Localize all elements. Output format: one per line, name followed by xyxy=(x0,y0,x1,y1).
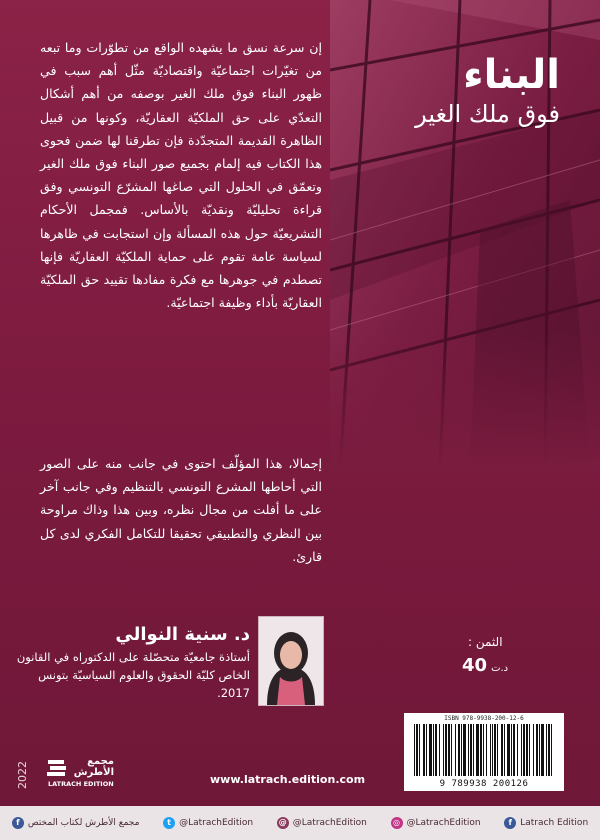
publisher-website[interactable]: www.latrach.edition.com xyxy=(210,773,366,786)
barcode-bar xyxy=(523,724,525,776)
barcode-bar xyxy=(536,724,538,776)
barcode-bar xyxy=(445,724,447,776)
twitter-icon: t xyxy=(163,817,175,829)
facebook-icon: f xyxy=(12,817,24,829)
barcode-bar xyxy=(423,724,425,776)
blurb-paragraph-2 xyxy=(40,452,322,568)
barcode-bar xyxy=(455,724,456,776)
social-label: مجمع الأطرش لكتاب المختص xyxy=(27,818,140,828)
barcode-bar xyxy=(463,724,466,776)
barcode-bar xyxy=(529,724,530,776)
instagram-icon: ◎ xyxy=(391,817,403,829)
barcode-bar xyxy=(539,724,540,776)
barcode-bar xyxy=(533,724,534,776)
barcode-bar xyxy=(473,724,474,776)
isbn-text: ISBN 978-9938-200-12-6 xyxy=(444,715,524,722)
publisher-logo xyxy=(46,752,114,792)
barcode-bar xyxy=(483,724,484,776)
social-item-facebook-page[interactable] xyxy=(12,817,140,829)
barcode-bar xyxy=(435,724,437,776)
publisher-name-ar: مجمع الأطرش xyxy=(73,756,114,778)
social-item-instagram[interactable] xyxy=(391,817,481,829)
barcode-bar xyxy=(433,724,434,776)
barcode-bar xyxy=(416,724,418,776)
publisher-name-en: LATRACH EDITION xyxy=(48,780,114,788)
barcode-bar xyxy=(504,724,505,776)
barcode-bar xyxy=(494,724,496,776)
barcode-bar xyxy=(458,724,460,776)
social-item-twitter[interactable] xyxy=(163,817,253,829)
price xyxy=(462,655,508,676)
barcode-bar xyxy=(419,724,420,776)
social-label: @LatrachEdition xyxy=(406,818,481,828)
barcode-bar xyxy=(507,724,510,776)
barcode-bar xyxy=(426,724,427,776)
barcode-bar xyxy=(541,724,544,776)
author-portrait-graphic xyxy=(259,617,323,705)
price-value: 40 xyxy=(462,655,488,676)
barcode-bar xyxy=(490,724,491,776)
facebook-icon: f xyxy=(504,817,516,829)
barcode-bar xyxy=(546,724,547,776)
barcode-bar xyxy=(497,724,498,776)
barcode-bar xyxy=(414,724,415,776)
book-subtitle: فوق ملك الغير xyxy=(415,100,560,128)
social-item-facebook[interactable] xyxy=(504,817,588,829)
barcode-bar xyxy=(521,724,522,776)
barcode-bar xyxy=(470,724,472,776)
at-icon: @ xyxy=(278,818,287,827)
barcode-bar xyxy=(492,724,493,776)
social-item-at[interactable] xyxy=(277,817,367,829)
barcode-bar xyxy=(476,724,479,776)
barcode-bar xyxy=(439,724,440,776)
barcode-bar xyxy=(513,724,515,776)
social-label: @LatrachEdition xyxy=(292,818,367,828)
barcode-bar xyxy=(517,724,518,776)
social-label: @LatrachEdition xyxy=(179,818,254,828)
author-photo xyxy=(258,616,324,706)
barcode-bar xyxy=(501,724,503,776)
price-currency: د.ت xyxy=(491,663,509,674)
barcode-bar xyxy=(448,724,450,776)
price-label: الثمن : xyxy=(468,635,503,649)
barcode-bar xyxy=(468,724,469,776)
barcode-digits: 9 789938 200126 xyxy=(439,779,529,789)
author-bio: أستاذة جامعيّة متحصّلة على الدكتوراه في القانون الخاص كليّة الحقوق والعلوم السياسيّة بتونس 2017. xyxy=(16,650,250,700)
barcode-bar xyxy=(526,724,528,776)
book-stack-icon xyxy=(46,756,68,780)
barcode-bar xyxy=(480,724,482,776)
barcode-bar xyxy=(548,724,550,776)
barcode-bar xyxy=(429,724,432,776)
blurb-paragraph-1 xyxy=(40,36,322,314)
barcode-bar xyxy=(511,724,512,776)
isbn-barcode xyxy=(404,713,564,791)
book-title: البناء xyxy=(463,52,560,98)
barcode-bar xyxy=(461,724,462,776)
barcode-bar xyxy=(443,724,444,776)
social-footer xyxy=(0,806,600,840)
barcode-bar xyxy=(551,724,552,776)
publication-year: 2022 xyxy=(16,761,29,789)
barcode-bar xyxy=(486,724,487,776)
blurb-text-1: إن سرعة نسق ما يشهده الواقع من تطوّرات وما تبعه من تغيّرات اجتماعيّة واقتصاديّة مثّل أهم سبب في ظهور البناء فوق ملك الغير بوصفه من أهم أشكال التعدّي على حق الملكيّة العقاريّة، وكونها من قبيل الظاهرة القديمة المتجدّدة فإن تطرقنا لها ضمن فحوى هذا الكتاب فيه إلمام بجميع صور البناء فوق ملك الغير وتعمّق في الحلول التي صاغها المشرّع التونسي وفق قراءة تحليليّة ونقديّة بالأساس. فمجمل الأحكام التشريعيّة حول هذه المسألة وإن استجابت في ظاهرها لسياسة عامة تقوم على حماية الملكيّة العقاريّة فإنها تصطدم في جوهرها مع فكرة مفادها تقييد حق الملكيّة العقاريّة بأداء وظيفة اجتماعيّة. xyxy=(40,40,322,311)
author-name: د. سنية النوالي xyxy=(115,624,250,645)
barcode-bar xyxy=(451,724,452,776)
blurb-text-2: إجمالا، هذا المؤلّف احتوى في جانب منه على الصور التي أحاطها المشرع التونسي بالتنظيم وفي جانب آخر على ما أفلت من مجال نظره، وبين هذا وذاك مراوحة بين النظري والتطبيقي تحقيقا للتكامل الفكري لدى كل قارئ. xyxy=(40,456,322,564)
social-label: Latrach Edition xyxy=(520,818,589,828)
